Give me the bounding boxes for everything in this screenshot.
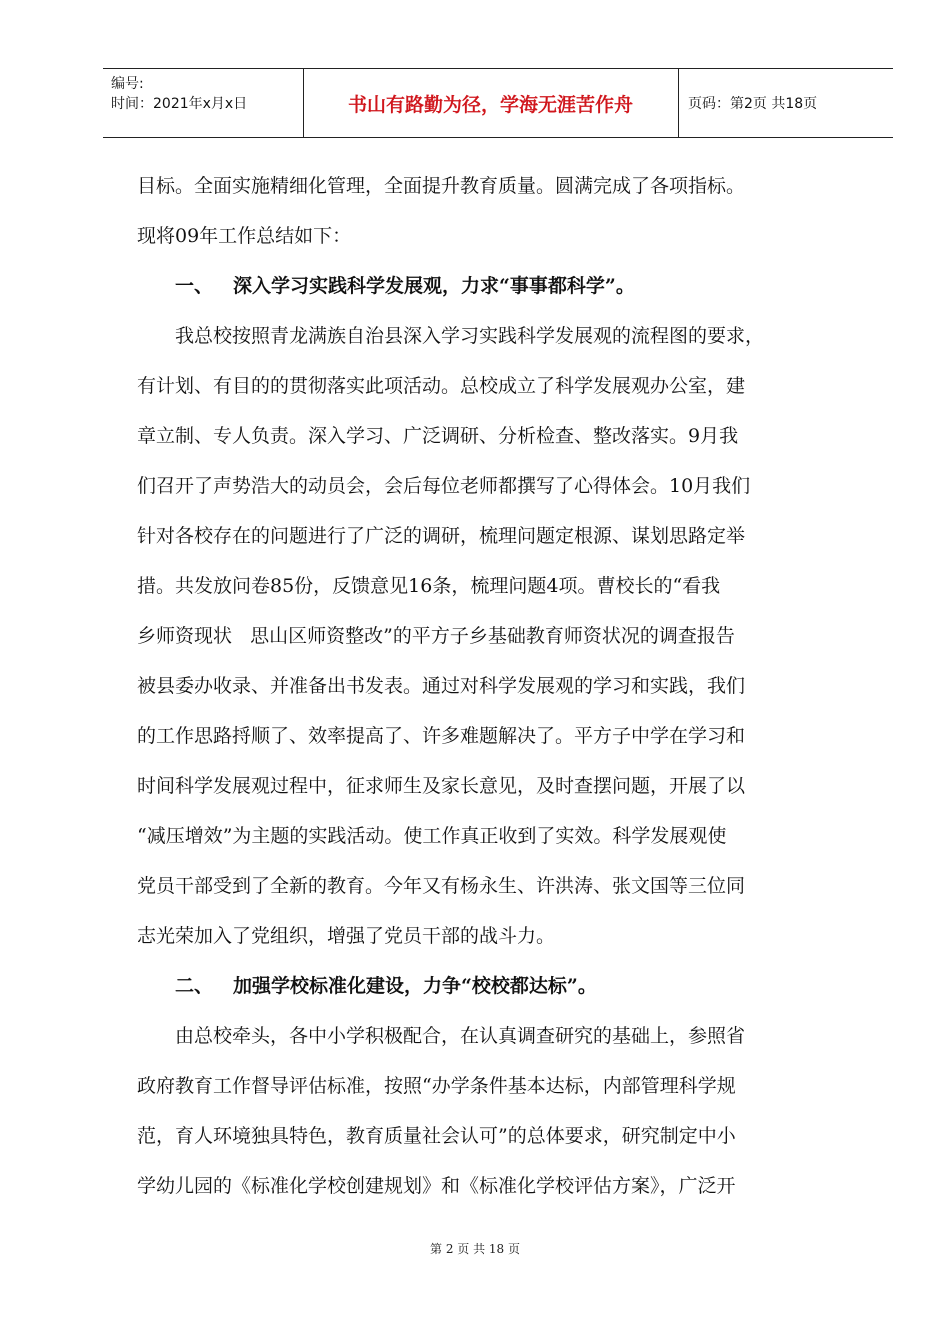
paragraph-line: 有计划、有目的的贯彻落实此项活动。总校成立了科学发展观办公室，建 — [137, 375, 746, 397]
paragraph-line: 由总校牵头，各中小学积极配合，在认真调查研究的基础上，参照省 — [175, 1025, 746, 1047]
time-label: 时间：2021年x月x日 — [111, 96, 248, 112]
heading-text: 加强学校标准化建设，力争“校校都达标”。 — [233, 975, 597, 997]
paragraph-line: 乡师资现状 思山区师资整改”的平方子乡基础教育师资状况的调查报告 — [137, 625, 735, 647]
paragraph-line: 被县委办收录、并准备出书发表。通过对科学发展观的学习和实践，我们 — [137, 675, 746, 697]
header-page-cell — [678, 69, 893, 137]
paragraph-line: 们召开了声势浩大的动员会，会后每位老师都撰写了心得体会。10月我们 — [137, 475, 751, 497]
document-header — [103, 68, 893, 138]
paragraph-line: 党员干部受到了全新的教育。今年又有杨永生、许洪涛、张文国等三位同 — [137, 875, 746, 897]
paragraph-line: 范，育人环境独具特色，教育质量社会认可”的总体要求，研究制定中小 — [137, 1125, 736, 1147]
paragraph-line: 的工作思路捋顺了、效率提高了、许多难题解决了。平方子中学在学习和 — [137, 725, 746, 747]
header-motto-cell — [303, 69, 679, 137]
paragraph-line: 政府教育工作督导评估标准，按照“办学条件基本达标，内部管理科学规 — [137, 1075, 736, 1097]
text-line: 现将09年工作总结如下： — [137, 225, 352, 247]
paragraph-line: 针对各校存在的问题进行了广泛的调研，梳理问题定根源、谋划思路定举 — [137, 525, 746, 547]
document-body — [137, 168, 862, 1218]
section-heading-1 — [137, 268, 862, 318]
paragraph-line: 学幼儿园的《标准化学校创建规划》和《标准化学校评估方案》，广泛开 — [137, 1175, 736, 1197]
heading-number: 一、 — [175, 275, 214, 297]
page-info: 页码：第2页 共18页 — [688, 96, 818, 112]
paragraph-line: 时间科学发展观过程中，征求师生及家长意见，及时查摆问题，开展了以 — [137, 775, 746, 797]
paragraph-line: “减压增效”为主题的实践活动。使工作真正收到了实效。科学发展观使 — [137, 825, 727, 847]
heading-number: 二、 — [175, 975, 214, 997]
heading-text: 深入学习实践科学发展观，力求“事事都科学”。 — [233, 275, 635, 297]
code-label: 编号: — [111, 76, 144, 92]
paragraph-line: 措。共发放问卷85份，反馈意见16条，梳理问题4项。曹校长的“看我 — [137, 575, 721, 597]
paragraph-line: 章立制、专人负责。深入学习、广泛调研、分析检查、整改落实。9月我 — [137, 425, 739, 447]
text-line: 目标。全面实施精细化管理，全面提升教育质量。圆满完成了各项指标。 — [137, 175, 746, 197]
motto: 书山有路勤为径，学海无涯苦作舟 — [347, 94, 633, 116]
paragraph-line: 我总校按照青龙满族自治县深入学习实践科学发展观的流程图的要求， — [175, 325, 765, 347]
page-footer: 第 2 页 共 18 页 — [430, 1242, 520, 1256]
paragraph-line: 志光荣加入了党组织，增强了党员干部的战斗力。 — [137, 925, 556, 947]
section-heading-2 — [137, 968, 862, 1018]
header-info-cell — [103, 69, 304, 137]
